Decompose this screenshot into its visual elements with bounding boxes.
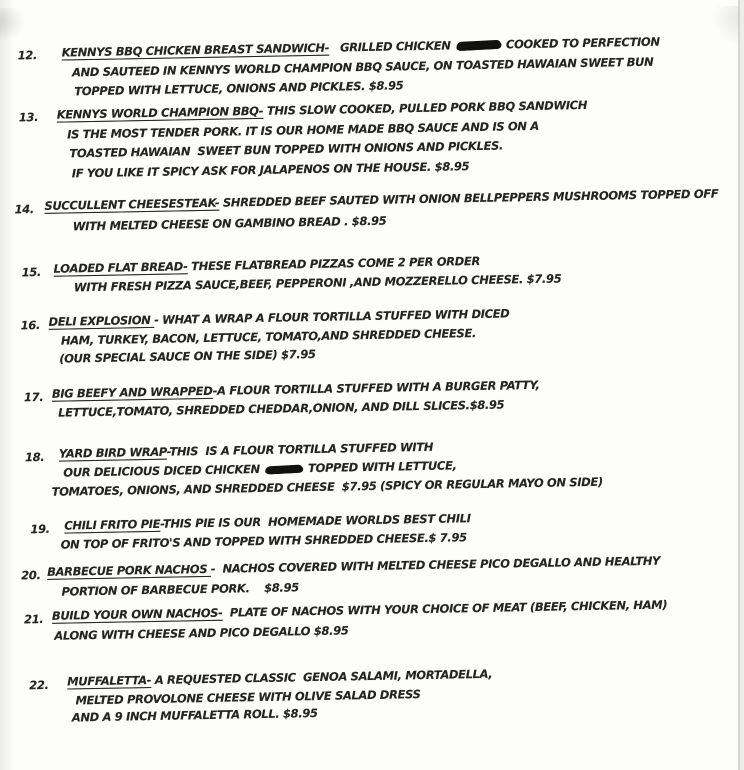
item-description-line bbox=[61, 326, 476, 348]
item-description-line bbox=[72, 55, 654, 80]
item-number: 15. bbox=[21, 264, 42, 280]
item-number: 14. bbox=[14, 202, 34, 217]
item-text: LETTUCE,TOMATO, SHREDDED CHEDDAR,ONION, AND DILL SLICES.$8.95 bbox=[58, 397, 505, 420]
item-description-line bbox=[72, 706, 318, 725]
item-text: COOKED TO PERFECTION bbox=[502, 34, 660, 52]
item-text: AND SAUTEED IN KENNYS WORLD CHAMPION BBQ SAUCE, ON TOASTED HAWAIAN SWEET BUN bbox=[71, 54, 654, 80]
item-text: THIS SLOW COOKED, PULLED PORK BBQ SANDWICH bbox=[263, 97, 588, 118]
item-number: 21. bbox=[23, 611, 44, 627]
item-description-line bbox=[72, 159, 470, 180]
item-title-line bbox=[64, 511, 471, 532]
item-description-line bbox=[74, 271, 562, 294]
item-text: TOMATOES, ONIONS, AND SHREDDED CHEESE $7.95 (SPICY OR REGULAR MAYO ON SIDE) bbox=[51, 474, 603, 499]
item-title-line bbox=[53, 254, 480, 276]
item-text: - WHAT A WRAP A FLOUR TORTILLA STUFFED WITH DICED bbox=[154, 306, 510, 327]
item-description-line bbox=[54, 623, 348, 642]
item-title-line bbox=[52, 598, 667, 623]
item-title-line bbox=[44, 187, 718, 213]
item-title-line bbox=[47, 554, 660, 579]
item-description-line bbox=[63, 458, 456, 479]
item-text: THESE FLATBREAD PIZZAS COME 2 PER ORDER bbox=[187, 253, 481, 274]
redaction-mark bbox=[456, 40, 501, 51]
item-description-line bbox=[59, 347, 316, 366]
item-title-line bbox=[48, 306, 509, 328]
item-name-text: KENNYS BBQ CHICKEN BREAST SANDWICH- bbox=[61, 40, 330, 60]
item-name-text: MUFFALETTA- bbox=[67, 673, 152, 689]
item-text: GRILLED CHICKEN bbox=[328, 38, 455, 55]
item-name-text: BARBECUE PORK NACHOS bbox=[47, 561, 211, 579]
item-number: 13. bbox=[18, 109, 39, 125]
item-text: SHREDDED BEEF SAUTED WITH ONION BELLPEPPERS MUSHROOMS TOPPED OFF bbox=[219, 186, 719, 210]
item-title-line bbox=[59, 440, 433, 461]
item-description-line bbox=[73, 214, 387, 234]
item-text: IF YOU LIKE IT SPICY ASK FOR JALAPENOS ON THE HOUSE. $8.95 bbox=[71, 159, 470, 181]
item-number: 20. bbox=[21, 568, 41, 583]
item-text: AND A 9 INCH MUFFALETTA ROLL. $8.95 bbox=[71, 705, 318, 725]
item-text: ON TOP OF FRITO'S AND TOPPED WITH SHREDDED CHEESE.$ 7.95 bbox=[60, 530, 467, 552]
item-name-text: KENNYS WORLD CHAMPION BBQ- bbox=[56, 103, 264, 122]
item-number: 12. bbox=[17, 47, 38, 63]
item-text: A REQUESTED CLASSIC GENOA SALAMI, MORTADELLA, bbox=[151, 666, 493, 688]
item-description-line bbox=[75, 687, 420, 707]
item-name-text: BUILD YOUR OWN NACHOS- bbox=[51, 605, 223, 623]
item-text: TOASTED HAWAIAN SWEET BUN TOPPED WITH ONIONS AND PICKLES. bbox=[69, 138, 504, 161]
item-name-text: YARD BIRD WRAP bbox=[58, 444, 167, 461]
item-text: OUR DELICIOUS DICED CHICKEN bbox=[63, 461, 264, 480]
item-text: -THIS IS A FLOUR TORTILLA STUFFED WITH bbox=[166, 439, 434, 459]
item-text: WITH MELTED CHEESE ON GAMBINO BREAD . $8.95 bbox=[72, 213, 387, 234]
item-title-line bbox=[57, 98, 588, 122]
item-number: 19. bbox=[30, 521, 50, 537]
item-text: - NACHOS COVERED WITH MELTED CHEESE PICO DEGALLO AND HEALTHY bbox=[210, 553, 661, 576]
item-description-line bbox=[61, 530, 467, 551]
item-text: PORTION OF BARBECUE PORK. $8.95 bbox=[61, 580, 299, 599]
item-text: -A FLOUR TORTILLA STUFFED WITH A BURGER PATTY, bbox=[212, 377, 540, 398]
redaction-mark bbox=[265, 465, 303, 475]
item-text: -THIS PIE IS OUR HOMEMADE WORLDS BEST CHILI bbox=[160, 511, 471, 531]
item-name-text: SUCCULLENT CHEESESTEAK- bbox=[44, 195, 220, 213]
item-text: WITH FRESH PIZZA SAUCE,BEEF, PEPPERONI ,AND MOZZERELLO CHEESE. $7.95 bbox=[73, 271, 562, 295]
item-name-text: BIG BEEFY AND WRAPPED bbox=[51, 383, 213, 401]
item-number: 22. bbox=[29, 677, 49, 693]
item-title-line bbox=[67, 667, 492, 689]
item-description-line bbox=[74, 78, 403, 98]
item-text: (OUR SPECIAL SAUCE ON THE SIDE) $7.95 bbox=[59, 346, 316, 366]
item-text: TOPPED WITH LETTUCE, ONIONS AND PICKLES. $8.95 bbox=[74, 78, 404, 99]
item-text: MELTED PROVOLONE CHEESE WITH OLIVE SALAD DRESS bbox=[75, 687, 421, 708]
item-name-text: DELI EXPLOSION bbox=[48, 312, 155, 329]
item-description-line bbox=[52, 475, 603, 499]
item-text: HAM, TURKEY, BACON, LETTUCE, TOMATO,AND SHREDDED CHEESE. bbox=[60, 326, 477, 348]
item-name-text: LOADED FLAT BREAD- bbox=[53, 259, 188, 276]
item-text: ALONG WITH CHEESE AND PICO DEGALLO $8.95 bbox=[54, 623, 349, 643]
item-description-line bbox=[58, 397, 504, 419]
item-text: PLATE OF NACHOS WITH YOUR CHOICE OF MEAT (BEEF, CHICKEN, HAM) bbox=[222, 597, 668, 620]
item-text: IS THE MOST TENDER PORK. IT IS OUR HOME MADE BBQ SAUCE AND IS ON A bbox=[67, 118, 539, 142]
item-number: 17. bbox=[23, 389, 44, 405]
item-name-text: CHILI FRITO PIE bbox=[64, 516, 161, 533]
item-number: 16. bbox=[20, 317, 41, 333]
item-number: 18. bbox=[24, 449, 45, 465]
item-description-line bbox=[61, 580, 299, 598]
item-description-line bbox=[67, 119, 539, 142]
item-description-line bbox=[69, 138, 503, 160]
item-text: TOPPED WITH LETTUCE, bbox=[304, 458, 457, 476]
